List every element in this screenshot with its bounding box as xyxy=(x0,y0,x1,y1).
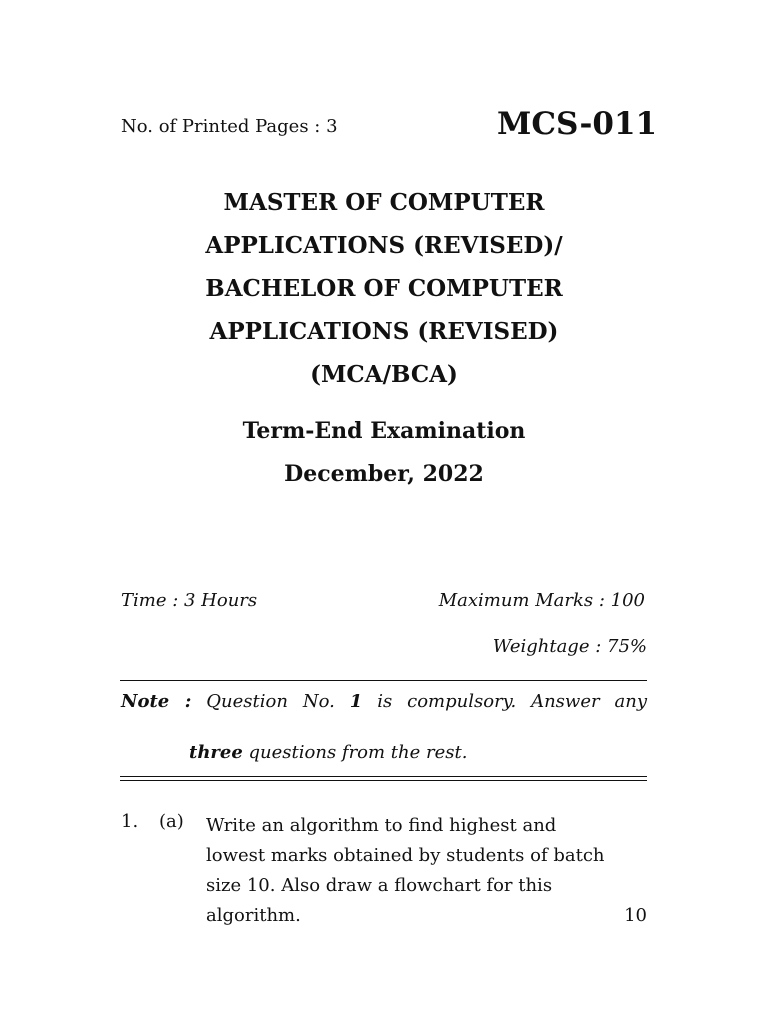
exam-info xyxy=(0,410,768,496)
programme-title xyxy=(0,181,768,396)
question-line-1: Write an algorithm to find highest and xyxy=(206,815,557,836)
question-line-4 xyxy=(206,901,647,931)
note-text-c: questions from the rest. xyxy=(248,742,468,763)
course-code: MCS-011 xyxy=(497,106,658,142)
divider-double-b xyxy=(120,780,647,781)
title-line-2: APPLICATIONS (REVISED)/ xyxy=(205,232,563,259)
note-line-1 xyxy=(121,691,647,712)
printed-pages-count: No. of Printed Pages : 3 xyxy=(121,116,338,137)
question-number: 1. xyxy=(121,811,139,832)
divider-top xyxy=(120,680,647,681)
question-line-2: lowest marks obtained by students of batch xyxy=(206,845,605,866)
weightage: Weightage : 75% xyxy=(492,636,647,657)
note-text-b: is compulsory. Answer any xyxy=(377,691,647,712)
title-line-4: APPLICATIONS (REVISED) xyxy=(209,318,559,345)
note-line-2 xyxy=(189,742,467,763)
question-text xyxy=(206,811,647,931)
note-label: Note : xyxy=(121,691,192,712)
question-line-4-text: algorithm. xyxy=(206,905,301,926)
exam-date: December, 2022 xyxy=(284,461,484,487)
title-line-1: MASTER OF COMPUTER xyxy=(223,189,545,216)
question-part: (a) xyxy=(159,811,184,832)
maximum-marks: Maximum Marks : 100 xyxy=(438,590,645,611)
exam-time: Time : 3 Hours xyxy=(121,590,258,611)
note-three: three xyxy=(189,742,243,763)
note-question-number: 1 xyxy=(349,691,363,712)
title-line-5: (MCA/BCA) xyxy=(310,361,458,388)
divider-double-a xyxy=(120,776,647,777)
question-marks: 10 xyxy=(624,905,647,926)
question-line-3: size 10. Also draw a flowchart for this xyxy=(206,875,553,896)
title-line-3: BACHELOR OF COMPUTER xyxy=(205,275,563,302)
exam-name: Term-End Examination xyxy=(242,418,526,444)
note-text-a: Question No. xyxy=(206,691,335,712)
